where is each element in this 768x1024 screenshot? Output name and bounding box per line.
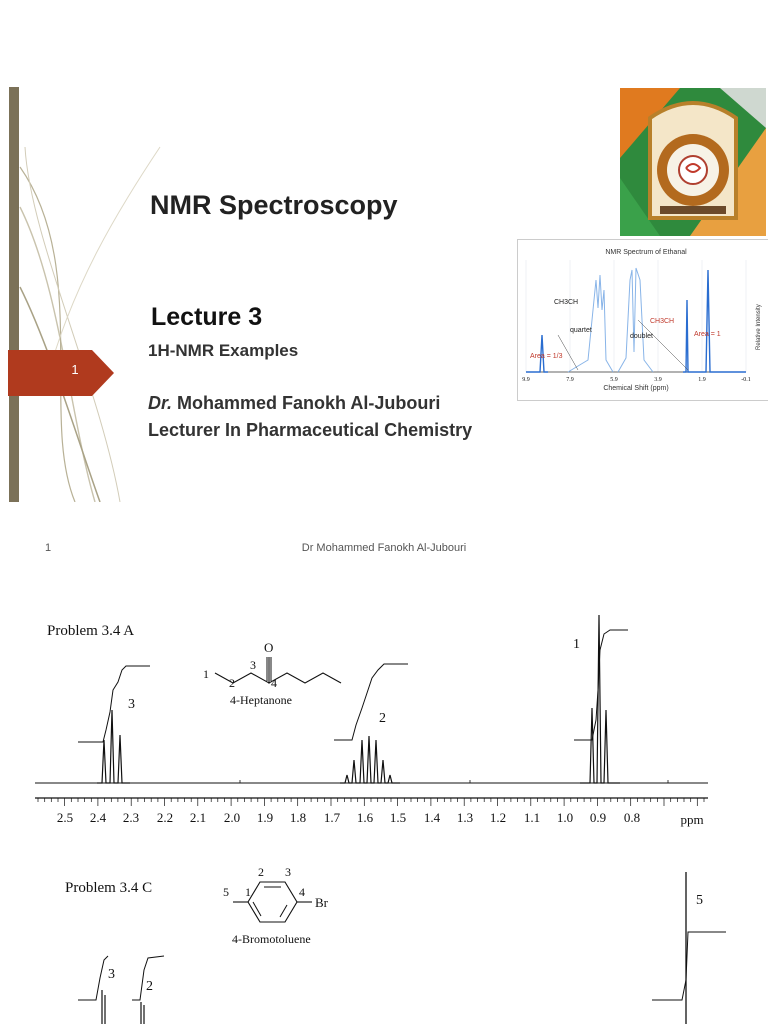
inset-xlabel: Chemical Shift (ppm)	[603, 385, 669, 392]
axis-tick: 1.6	[356, 810, 374, 825]
footer-author: Dr Mohammed Fanokh Al-Jubouri	[301, 542, 467, 554]
inset-group-left: CH3CH	[554, 299, 579, 306]
peak-label-1: 1	[573, 637, 580, 652]
inset-group-right: CH3CH	[650, 318, 675, 325]
axis-tick: 2.3	[122, 810, 140, 825]
axis-tick: 1.5	[389, 810, 407, 825]
bromotoluene-name: 4-Bromotoluene	[232, 932, 311, 946]
heptanone-atom-3: 3	[250, 658, 256, 672]
lecture-subtitle: 1H-NMR Examples	[148, 341, 299, 360]
toluene-atom-2: 2	[258, 865, 264, 879]
heptanone-atom-4: 4	[271, 676, 277, 690]
axis-unit: ppm	[680, 812, 704, 827]
axis-tick: 1.9	[256, 810, 274, 825]
peak-label-2: 2	[379, 711, 386, 726]
peak-label-3: 3	[128, 697, 135, 712]
axis-tick: 2.4	[89, 810, 107, 825]
slide-left-bar	[9, 87, 19, 502]
inset-tick: 5.9	[610, 377, 618, 383]
slide-title: NMR Spectroscopy	[150, 190, 398, 220]
toluene-atom-5: 5	[223, 885, 229, 899]
peak-label-5: 5	[696, 893, 703, 908]
toluene-atom-3: 3	[285, 865, 291, 879]
university-logo-icon	[620, 88, 766, 236]
toluene-bromine: Br	[315, 895, 328, 910]
inset-area-third: Area = 1/3	[530, 353, 563, 360]
lecture-number: Lecture 3	[151, 303, 263, 331]
inset-ylabel: Relative Intensity	[756, 304, 762, 350]
peak-label-3c: 3	[108, 967, 115, 982]
heptanone-atom-1: 1	[203, 667, 209, 681]
toluene-atom-1: 1	[245, 885, 251, 899]
bromotoluene-nmr-spectrum	[0, 860, 768, 1024]
slide-number: 1	[71, 362, 79, 377]
heptanone-name: 4-Heptanone	[230, 693, 292, 707]
author-name: Mohammed Fanokh Al-Jubouri	[177, 393, 441, 413]
axis-tick: 1.8	[289, 810, 307, 825]
axis-tick: 2.1	[189, 810, 207, 825]
inset-tick: 9.9	[522, 377, 530, 383]
axis-tick: 1.0	[556, 810, 574, 825]
ethanal-spectrum-image	[517, 239, 768, 401]
inset-tick: 3.9	[654, 377, 662, 383]
footer-page-number: 1	[45, 542, 52, 554]
inset-title: NMR Spectrum of Ethanal	[605, 249, 687, 256]
axis-tick: 1.4	[423, 810, 441, 825]
inset-tick: 1.9	[698, 377, 706, 383]
axis-tick: 2.5	[56, 810, 74, 825]
heptanone-nmr-spectrum	[0, 600, 768, 835]
axis-tick: 0.8	[623, 810, 641, 825]
inset-tick: -0.1	[741, 377, 751, 383]
axis-tick: 1.1	[523, 810, 541, 825]
axis-tick: 0.9	[589, 810, 607, 825]
peak-label-2c: 2	[146, 979, 153, 994]
author-prefix: Dr.	[148, 393, 173, 413]
problem-c-title: Problem 3.4 C	[65, 880, 153, 896]
inset-area-one: Area = 1	[694, 331, 721, 338]
inset-tick: 7.9	[566, 377, 574, 383]
inset-doublet: doublet	[630, 333, 653, 340]
heptanone-atom-2: 2	[229, 676, 235, 690]
author-line	[148, 393, 440, 414]
axis-tick: 1.7	[323, 810, 341, 825]
toluene-atom-4: 4	[299, 885, 305, 899]
axis-tick: 2.0	[223, 810, 241, 825]
axis-tick: 1.2	[489, 810, 507, 825]
axis-tick: 1.3	[456, 810, 474, 825]
author-role: Lecturer In Pharmaceutical Chemistry	[148, 420, 473, 440]
problem-a-title: Problem 3.4 A	[47, 623, 135, 639]
inset-quartet: quartet	[570, 327, 592, 334]
axis-tick: 2.2	[156, 810, 174, 825]
heptanone-oxygen: O	[264, 640, 274, 655]
